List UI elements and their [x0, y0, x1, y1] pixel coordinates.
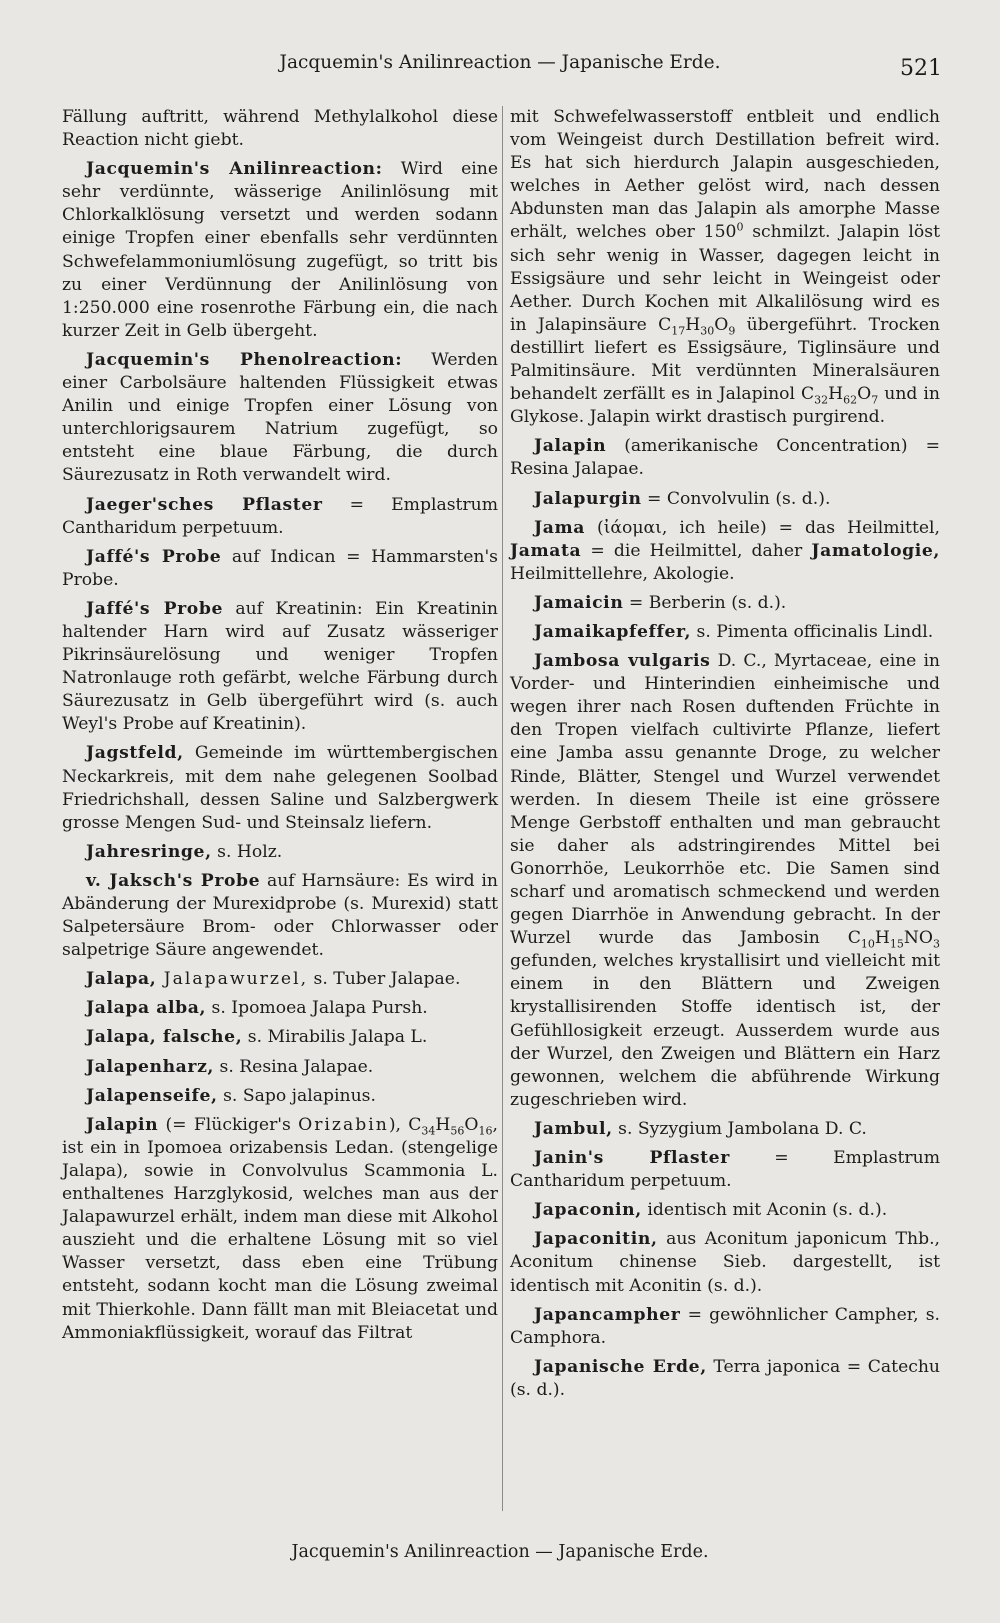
- entry-jalapurgin: [510, 488, 940, 511]
- running-footer: Jacquemin's Anilinreaction — Japanische Erde.: [291, 1542, 709, 1562]
- formula-subscript: 17: [671, 324, 686, 338]
- entry-text: = Berberin (s. d.).: [623, 592, 787, 613]
- entry-jamaikapfeffer: [510, 621, 940, 644]
- entry-text: mit Schwefelwasserstoff entbleit und endlich vom Weingeist durch Destillation befreit wird. Es hat sich hierdurch Jalapin ausgeschieden, welches in Aether gelöst wird, nach dessen Abdunsten man das Jalapin als amorphe Masse erhält, welches ober 150: [510, 107, 940, 243]
- formula-subscript: 34: [421, 1124, 436, 1138]
- entry-text: Gemeinde im württembergischen Neckarkreis, mit dem nahe gelegenen Soolbad Friedrichshall, dessen Saline und Salzbergwerk grosse Mengen Sud- und Steinsalz liefern.: [62, 743, 498, 833]
- entry-lemma: Jaeger'sches Pflaster: [86, 494, 323, 515]
- entry-japancampher: [510, 1304, 940, 1350]
- entry-jaffe-probe-indican: [62, 546, 498, 592]
- entry-lemma: Jalapa, falsche,: [86, 1027, 243, 1048]
- formula-subscript: 56: [450, 1124, 465, 1138]
- entry-text: = Convolvulin (s. d.).: [641, 488, 831, 509]
- entry-text: gefunden, welches krystallisirt und vielleicht mit einem in den Blättern und Zweigen krystallisirenden Stoffe identisch ist, der Gefühllosigkeit erzeugt. Ausserdem wurde aus der Wurzel, den Zweigen und Blättern ein Harz gewonnen, welchem die abführende Wirkung zugeschrieben wird.: [510, 951, 940, 1110]
- entry-text: identisch mit Aconin (s. d.).: [641, 1200, 888, 1221]
- running-title: Jacquemin's Anilinreaction — Japanische Erde.: [279, 52, 721, 73]
- entry-jaegersches-pflaster: [62, 494, 498, 540]
- entry-jambosa-vulgaris: [510, 650, 940, 1112]
- formula-subscript: 32: [814, 393, 829, 407]
- page-number: 521: [900, 56, 942, 81]
- entry-text: = Emplastrum Cantharidum perpetuum.: [62, 494, 499, 538]
- entry-lemma: Jalapurgin: [534, 488, 642, 509]
- entry-text: H: [685, 314, 701, 335]
- entry-text: auf Kreatinin: Ein Kreatinin haltender Harn wird auf Zusatz wässeriger Pikrinsäurelösung und weniger Tropfen Natronlauge roth gefärbt, welche Färbung durch Säurezusatz in Gelb übergeführt wird (s. auch Weyl's Probe auf Kreatinin).: [62, 598, 498, 735]
- entry-jalapa-falsche: [62, 1026, 498, 1049]
- entry-jahresringe: [62, 841, 498, 864]
- entry-jalapenseife: [62, 1085, 498, 1108]
- entry-jalapa: [62, 968, 498, 991]
- entry-jalapin-continued: [510, 106, 940, 429]
- entry-lemma: Jacquemin's Anilinreaction:: [86, 159, 383, 180]
- entry-lemma: Jalapenharz,: [86, 1056, 215, 1077]
- entry-jagstfeld: [62, 742, 498, 834]
- entry-lemma: Japanische Erde,: [534, 1356, 707, 1377]
- entry-lemma: Jalapa,: [86, 969, 157, 990]
- formula-subscript: 30: [700, 324, 715, 338]
- entry-lemma: Jambosa vulgaris: [534, 651, 711, 672]
- entry-lemma: Jamaicin: [534, 592, 624, 613]
- entry-text: ), C: [388, 1114, 422, 1135]
- entry-text: (= Flückiger's: [158, 1114, 299, 1135]
- entry-lemma: Japaconitin,: [534, 1229, 658, 1250]
- right-column: [510, 106, 940, 1408]
- entry-japaconin: [510, 1199, 940, 1222]
- running-header: [0, 52, 1000, 86]
- formula-subscript: 3: [933, 937, 940, 951]
- entry-jama: [510, 517, 940, 586]
- formula-subscript: 10: [860, 937, 875, 951]
- entry-lemma: Jagstfeld,: [86, 743, 184, 764]
- entry-text: auf Indican = Hammarsten's Probe.: [62, 546, 498, 590]
- entry-spaced-text: Jalapawurzel,: [156, 969, 309, 990]
- entry-text: H: [828, 384, 844, 405]
- entry-text: aus Aconitum japonicum Thb., Aconitum chinense Sieb. dargestellt, ist identisch mit Aconitin (s. d.).: [510, 1229, 940, 1296]
- entry-jalapenharz: [62, 1056, 498, 1079]
- entry-japanische-erde: [510, 1356, 940, 1402]
- left-column: [62, 106, 498, 1351]
- entry-jalapin: [62, 1114, 498, 1345]
- entry-jacquemin-phenolreaction: [62, 349, 498, 488]
- entry-text: Heilmittellehre, Akologie.: [510, 563, 735, 584]
- entry-jamaicin: [510, 592, 940, 615]
- entry-text: übergeführt. Trocken destillirt liefert es Essigsäure, Tiglinsäure und Palmitinsäure. Mit verdünnten Mineralsäuren behandelt zerfällt es in Jalapinol C: [510, 314, 940, 405]
- column-divider: [502, 106, 503, 1511]
- entry-text: H: [435, 1114, 451, 1135]
- entry-japaconitin: [510, 1228, 940, 1297]
- entry-text: s. Ipomoea Jalapa Pursh.: [206, 998, 428, 1019]
- entry-text: (amerikanische Concentration) = Resina Jalapae.: [510, 436, 940, 480]
- entry-lemma: Jalapenseife,: [86, 1085, 218, 1106]
- entry-text: NO: [903, 928, 933, 949]
- entry-text: s. Syzygium Jambolana D. C.: [612, 1118, 867, 1139]
- entry-text: s. Pimenta officinalis Lindl.: [691, 621, 934, 642]
- entry-jaffe-probe-kreatinin: [62, 598, 498, 737]
- entry-text: (ἰάομαι, ich heile) = das Heilmittel,: [585, 517, 940, 538]
- entry-jaksch-probe: [62, 870, 498, 962]
- entry-text: = Emplastrum Cantharidum perpetuum.: [510, 1148, 940, 1192]
- entry-text: = die Heilmittel, daher: [581, 540, 812, 561]
- entry-text: D. C., Myrtaceae, eine in Vorder- und Hinterindien einheimische und wegen ihrer nach Rosen duftenden Früchte in den Tropen vielfach cultivirte Pflanze, liefert eine Jamba assu genannte Droge, zu welcher Rinde, Blätter, Stengel und Wurzel verwendet werden. In diesem Theile ist eine grössere Menge Gerbstoff enthalten und man gebraucht sie daher als adstringirendes Mittel bei Gonorrhöe, Leukorrhöe etc. Die Samen sind scharf und aromatisch schmeckend und werden gegen Diarrhöe in Anwendung gebracht. In der Wurzel wurde das Jambosin C: [510, 651, 941, 949]
- formula-subscript: 15: [889, 937, 904, 951]
- entry-lemma: Jama: [534, 517, 585, 538]
- entry-lemma: Jalapa alba,: [86, 998, 207, 1019]
- entry-text: O: [714, 314, 729, 335]
- entry-lemma: Jambul,: [534, 1118, 613, 1139]
- entry-text: s. Resina Jalapae.: [214, 1056, 374, 1077]
- formula-subscript: 62: [843, 393, 858, 407]
- entry-lemma: Jahresringe,: [86, 841, 212, 862]
- entry-text: s. Tuber Jalapae.: [308, 969, 461, 990]
- entry-lemma: Jamaikapfeffer,: [534, 621, 692, 642]
- entry-jacquemin-anilinreaction: [62, 158, 498, 343]
- formula-subscript: 16: [478, 1124, 493, 1138]
- entry-text: s. Mirabilis Jalapa L.: [242, 1027, 428, 1048]
- entry-lemma: Jalapin: [534, 436, 607, 457]
- entry-text: Werden einer Carbolsäure haltenden Flüssigkeit etwas Anilin und einige Tropfen einer Lösung von unterchlorigsaurem Natrium zugefügt, so entsteht eine blaue Färbung, die durch Säurezusatz in Roth verwandelt wird.: [62, 349, 498, 486]
- entry-text: , ist ein in Ipomoea orizabensis Ledan. (stengelige Jalapa), sowie in Convolvulus Scammonia L. enthaltenes Harzglykosid, welches man aus der Jalapawurzel erhält, indem man diese mit Alkohol auszieht und die erhaltene Lösung mit so viel Wasser versetzt, dass eben eine Trübung entsteht, sodann kocht man die Lösung zweimal mit Thierkohle. Dann fällt man mit Bleiacetat und Ammoniakflüssigkeit, worauf das Filtrat: [62, 1114, 498, 1343]
- entry-continuation: [62, 106, 498, 152]
- entry-text: O: [464, 1114, 479, 1135]
- entry-lemma: Janin's Pflaster: [534, 1148, 730, 1169]
- entry-janin-pflaster: [510, 1147, 940, 1193]
- entry-lemma: Jaffé's Probe: [86, 546, 222, 567]
- entry-text: und in Glykose. Jalapin wirkt drastisch purgirend.: [510, 384, 940, 428]
- entry-text: Wird eine sehr verdünnte, wässerige Anilinlösung mit Chlorkalklösung versetzt und werden sodann einige Tropfen einer ebenfalls sehr verdünnten Schwefelammoniumlösung zugefügt, so tritt bis zu einer Verdünnung der Anilinlösung von 1:250.000 eine rosenrothe Färbung ein, die nach kurzer Zeit in Gelb übergeht.: [62, 159, 498, 341]
- entry-lemma: Jacquemin's Phenolreaction:: [86, 349, 403, 370]
- degree-superscript: 0: [736, 220, 744, 234]
- entry-text: schmilzt. Jalapin löst sich sehr wenig in Wasser, dagegen leicht in Essigsäure und sehr leicht in Weingeist oder Aether. Durch Kochen mit Alkalilösung wird es in Jalapinsäure C: [510, 222, 940, 335]
- entry-jalapin-amerikanische: [510, 435, 940, 481]
- entry-text: Terra japonica = Catechu (s. d.).: [510, 1356, 941, 1400]
- entry-text: O: [857, 384, 872, 405]
- entry-lemma: v. Jaksch's Probe: [86, 870, 261, 891]
- entry-text: = gewöhnlicher Campher, s. Camphora.: [510, 1304, 940, 1348]
- entry-text: s. Sapo jalapinus.: [217, 1085, 376, 1106]
- entry-text: Fällung auftritt, während Methylalkohol diese Reaction nicht giebt.: [62, 107, 498, 151]
- entry-lemma: Japaconin,: [534, 1200, 642, 1221]
- entry-spaced-text: Orizabin: [298, 1114, 389, 1135]
- entry-jambul: [510, 1118, 940, 1141]
- entry-text: s. Holz.: [211, 841, 283, 862]
- entry-lemma: Jamata: [510, 540, 582, 561]
- entry-lemma: Jalapin: [86, 1114, 159, 1135]
- formula-subscript: 7: [871, 393, 879, 407]
- entry-jalapa-alba: [62, 997, 498, 1020]
- entry-lemma: Jaffé's Probe: [86, 598, 223, 619]
- entry-lemma: Japancampher: [534, 1304, 681, 1325]
- entry-lemma: Jamatologie,: [811, 540, 940, 561]
- entry-text: H: [874, 928, 890, 949]
- entry-text: auf Harnsäure: Es wird in Abänderung der Murexidprobe (s. Murexid) statt Salpetersäure Brom- oder Chlorwasser oder salpetrige Säure angewendet.: [62, 870, 498, 961]
- formula-subscript: 9: [728, 324, 736, 338]
